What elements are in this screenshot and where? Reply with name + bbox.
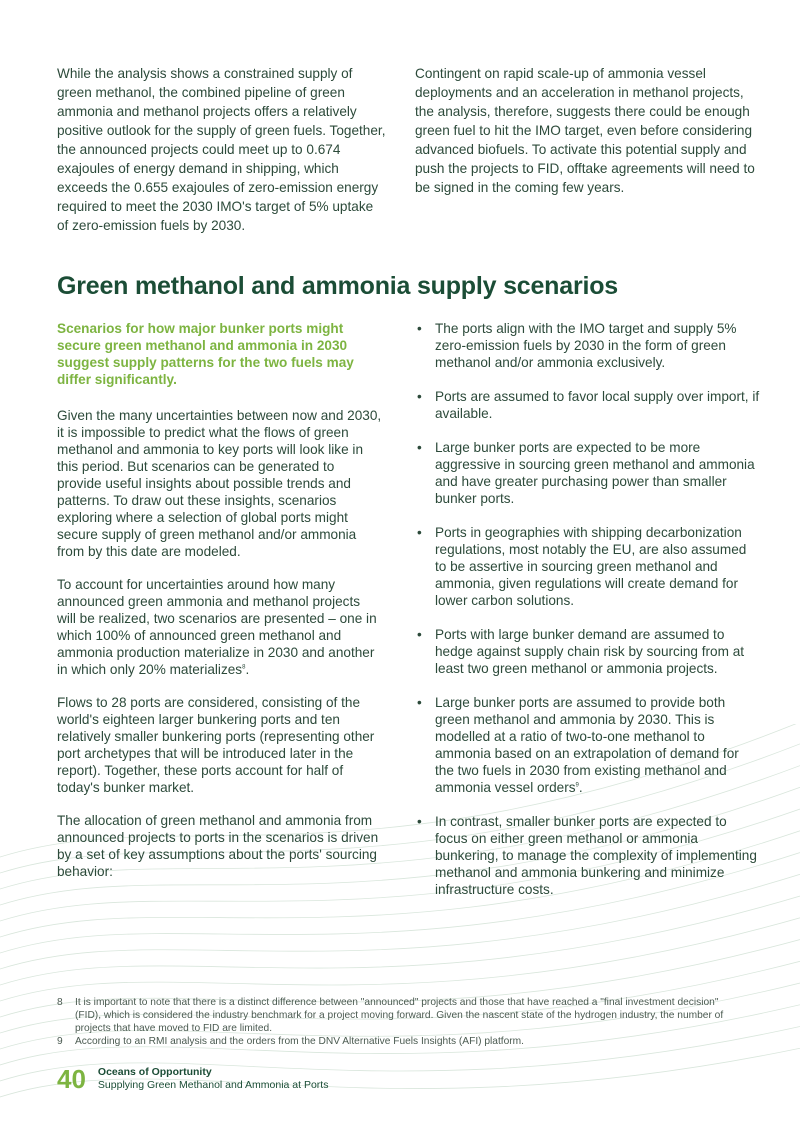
list-item — [415, 813, 760, 898]
section-left-column — [57, 320, 382, 896]
bullet-icon: • — [417, 695, 422, 710]
bullet-icon: • — [417, 321, 422, 336]
body-paragraph-4: The allocation of green methanol and ammonia from announced projects to ports in the scenarios is driven by a set of key assumptions about the ports' sourcing behavior: — [57, 813, 379, 879]
list-item-text: Ports are assumed to favor local supply over import, if available. — [435, 389, 760, 421]
intro-right-column — [415, 64, 755, 197]
list-item: • Large bunker ports are assumed to provide both green methanol and ammonia by 2030. This is modelled at a ratio of two-to-one methanol to ammonia based on an extrapolation of demand for the two fuels in 2030 from existing methanol and ammonia vessel orders$^9$. — [417, 695, 739, 795]
list-item — [415, 320, 760, 371]
list-item-text: Ports in geographies with shipping decarbonization regulations, most notably the EU, are also assumed to be assertive in sourcing green methanol and ammonia, given regulations will create demand for lower carbon solutions. — [435, 525, 747, 608]
footnote-number: 9 — [57, 1036, 63, 1047]
footnote-item — [57, 996, 747, 1035]
intro-left-paragraph: While the analysis shows a constrained supply of green methanol, the combined pipeline of green ammonia and methanol projects offers a relatively positive outlook for the supply of green fuels. Together, the announced projects could meet up to 0.674 exajoules of energy demand in shipping, which exceeds the 0.655 exajoules of zero-emission energy required to meet the 2030 IMO's target of 5% uptake of zero-emission fuels by 2030. — [57, 66, 386, 233]
intro-right-paragraph: Contingent on rapid scale-up of ammonia vessel deployments and an acceleration in methanol projects, the analysis, therefore, suggests there could be enough green fuel to hit the IMO target, even before considering advanced biofuels. To activate this potential supply and push the projects to FID, offtake agreements will need to be signed in the coming few years. — [415, 66, 755, 195]
list-item — [415, 439, 760, 507]
list-item — [415, 524, 760, 609]
footnote-number: 8 — [57, 997, 63, 1008]
assumptions-list — [415, 320, 760, 898]
report-title: Oceans of Opportunity — [97, 1066, 212, 1078]
list-item-text: Large bunker ports are expected to be more aggressive in sourcing green methanol and ammonia and have greater purchasing power than smaller bunker ports. — [435, 440, 755, 506]
body-paragraph-3: Flows to 28 ports are considered, consisting of the world's eighteen larger bunkering ports and ten relatively smaller bunkering ports (representing other port archetypes that will be introduced later in the report). Together, these ports account for half of today's bunker market. — [57, 695, 375, 795]
footnote-ref-8[interactable]: 8 — [242, 664, 246, 671]
assumptions-list-column — [415, 320, 760, 915]
body-paragraph-1: Given the many uncertainties between now and 2030, it is impossible to predict what the flows of green methanol and ammonia to key ports will look like in this period. But scenarios can be generated to provide useful insights about possible trends and patterns. To draw out these insights, scenarios exploring where a selection of global ports might secure supply of green methanol and/or ammonia from by this date are modeled. — [57, 408, 382, 559]
page-number: 40 — [57, 1064, 86, 1094]
body-paragraph-2: To account for uncertainties around how many announced green ammonia and methanol projects will be realized, two scenarios are presented – one in which 100% of announced green methanol and ammonia production materialize in 2030 and another in which only 20% materializes$^8$. — [57, 577, 377, 677]
intro-left-column — [57, 64, 387, 235]
bullet-icon: • — [417, 525, 422, 540]
footnote-text: According to an RMI analysis and the orders from the DNV Alternative Fuels Insights (AFI) platform. — [75, 1036, 525, 1047]
footnote-ref-9[interactable]: 9 — [575, 782, 579, 789]
footnotes — [57, 996, 747, 1048]
bullet-icon: • — [417, 627, 422, 642]
section-heading: Green methanol and ammonia supply scenarios — [57, 272, 619, 300]
footer-report-info — [98, 1066, 329, 1092]
list-item-text: Ports with large bunker demand are assumed to hedge against supply chain risk by sourcing from at least two green methanol or ammonia projects. — [435, 627, 745, 676]
report-subtitle: Supplying Green Methanol and Ammonia at Ports — [97, 1079, 329, 1091]
lead-paragraph: Scenarios for how major bunker ports might secure green methanol and ammonia in 2030 suggest supply patterns for the two fuels may differ significantly. — [57, 321, 354, 387]
footnote-text: It is important to note that there is a distinct difference between "announced" projects and those that have reached a "final investment decision" (FID), which is considered the industry benchmark for a project moving forward. Given the nascent state of the hydrogen industry, the number of projects that have moved to FID are limited. — [75, 997, 724, 1034]
list-item-text: In contrast, smaller bunker ports are expected to focus on either green methanol or ammonia bunkering, to manage the complexity of implementing methanol and ammonia bunkering and minimize infrastructure costs. — [435, 814, 757, 897]
list-item-text: Large bunker ports are assumed to provide both green methanol and ammonia by 2030. This is modelled at a ratio of two-to-one methanol to ammonia based on an extrapolation of demand for the two fuels in 2030 from existing methanol and ammonia vessel orders — [435, 695, 739, 795]
bullet-icon: • — [417, 814, 422, 829]
list-item-text: The ports align with the IMO target and supply 5% zero-emission fuels by 2030 in the form of green methanol and/or ammonia exclusively. — [435, 321, 737, 370]
page-footer — [57, 1064, 328, 1094]
list-item — [415, 388, 760, 422]
bullet-icon: • — [417, 389, 422, 404]
wave-line — [0, 912, 800, 1008]
bullet-icon: • — [417, 440, 422, 455]
footnote-item — [57, 1035, 747, 1048]
body-paragraph-2-text: To account for uncertainties around how many announced green ammonia and methanol projects will be realized, two scenarios are presented – one in which 100% of announced green methanol and ammonia production materialize in 2030 and another in which only 20% materializes — [57, 577, 377, 677]
list-item — [415, 626, 760, 677]
